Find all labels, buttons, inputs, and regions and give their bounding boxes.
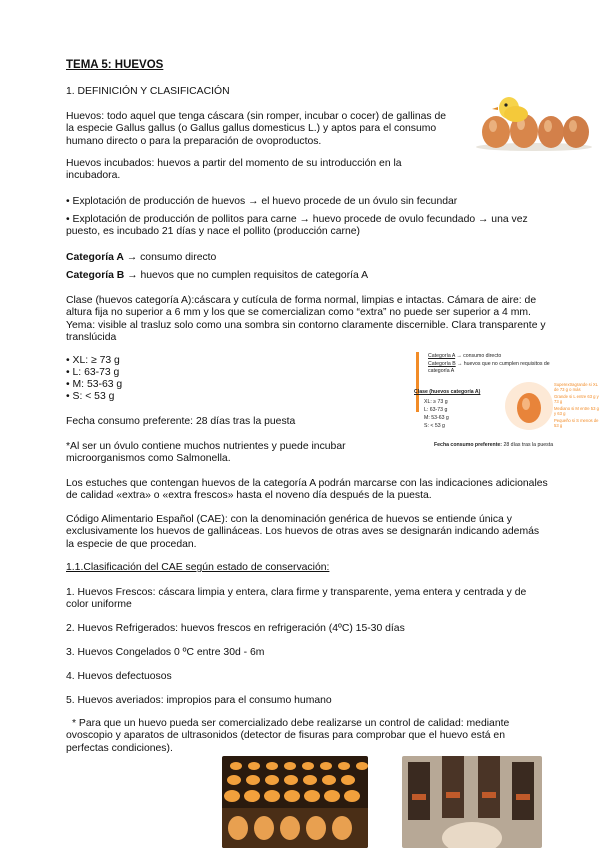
orange-note-2: Grande si L entre 63 g y 73 g (554, 394, 599, 404)
huevos-definition: Huevos: todo aquel que tenga cáscara (sin romper, incubar o cocer) de gallinas de la especie Gallus gallus (o Gallus gallus domesticus L.) y aptos para el consumo humano directo o para la preparación de ovoproductos. (66, 111, 447, 147)
fecha-consumo: Fecha consumo preferente: 28 días tras la puesta (66, 416, 296, 427)
ultrasonidos-photo (402, 756, 542, 848)
orange-note-4: Pequeño si S menos de 53 g (554, 418, 599, 428)
cae-paragraph: Código Alimentario Español (CAE): con la denominación genérica de huevos se entiende única y exclusivamente los huevos de gallináceas. Los huevos de otras aves se designarán indicando además la especie de que procedan. (66, 514, 540, 550)
orange-note-3: Mediano si M entre 53 g y 63 g (554, 406, 599, 416)
figure-fecha: Fecha consumo preferente: 28 días tras la puesta (434, 442, 554, 448)
list-item-congelados: 3. Huevos Congelados 0 ºC entre 30d - 6m (66, 647, 265, 658)
figure-size-xl: XL: ≥ 73 g (424, 399, 448, 405)
ovulo-note: *Al ser un óvulo contiene muchos nutrientes y puede incubar microorganismos como Salmonella. (66, 441, 346, 465)
figure-size-m: M: 53-63 g (424, 415, 449, 421)
egg-sizes-graphic (504, 378, 554, 432)
figure-clase-title: Clase (huevos categoría A) (414, 389, 481, 395)
estuches-paragraph: Los estuches que contengan huevos de la categoría A podrán marcarse con las indicaciones adicionales de calidad «extra» o «extra frescos» hasta el noveno día después de la puesta. (66, 478, 548, 502)
list-item-defectuosos: 4. Huevos defectuosos (66, 671, 172, 682)
list-item-averiados: 5. Huevos averiados: impropios para el consumo humano (66, 695, 332, 706)
list-item-frescos: 1. Huevos Frescos: cáscara limpia y entera, clara firme y transparente, yema entera y centrada y de color uniforme (66, 587, 527, 611)
clase-paragraph: Clase (huevos categoría A):cáscara y cutícula de forma normal, limpias e intactas. Cámara de aire: de altura fija no superior a 6 mm y los que se comercializan como “extra” no puede ser superior a 4 mm. Yema: visible al trasluz solo como una sombra sin contorno claramente discernible. Clara transparente y translúcida (66, 295, 546, 344)
figure-size-s: S: < 53 g (424, 423, 445, 429)
list-item-refrigerados: 2. Huevos Refrigerados: huevos frescos en refrigeración (4ºC) 15-30 días (66, 623, 405, 634)
figure-categoria-a: Categoría A → consumo directo (428, 353, 502, 359)
categoria-a: Categoría A → consumo directo (66, 252, 217, 263)
size-s: • S: < 53 g (66, 391, 115, 402)
summary-figure (412, 350, 602, 460)
size-m: • M: 53-63 g (66, 379, 123, 390)
bullet-huevos: • Explotación de producción de huevos → el huevo procede de un óvulo sin fecundar (66, 196, 458, 207)
figure-size-l: L: 63-73 g (424, 407, 448, 413)
page-title: TEMA 5: HUEVOS (66, 59, 164, 71)
size-l: • L: 63-73 g (66, 367, 120, 378)
ovoscopio-photo (222, 756, 368, 848)
bullet-pollitos: • Explotación de producción de pollitos para carne → huevo procede de ovulo fecundado → una vez puesto, es incubado 21 días y nace el pollito (producción carne) (66, 214, 528, 238)
control-calidad-note: * Para que un huevo pueda ser comercializado debe realizarse un control de calidad: mediante ovoscopio y aparatos de ultrasonidos (detector de fisuras para comprobar que el huevo está en perfectas condiciones). (66, 718, 510, 754)
orange-note-1: Superextragrande si XL de 73 g o más (554, 382, 598, 392)
subsection-heading: 1.1.Clasificación del CAE según estado de conservación: (66, 562, 330, 573)
orange-bracket (416, 352, 419, 412)
size-xl: • XL: ≥ 73 g (66, 355, 120, 366)
incubados-paragraph: Huevos incubados: huevos a partir del momento de su introducción en la incubadora. (66, 158, 402, 182)
figure-categoria-b: Categoría B → huevos que no cumplen requisitos de categoría A (428, 361, 550, 374)
chick-eggs-image (474, 90, 594, 152)
section-heading: 1. DEFINICIÓN Y CLASIFICACIÓN (66, 86, 230, 97)
categoria-b: Categoría B → huevos que no cumplen requisitos de categoría A (66, 270, 369, 281)
